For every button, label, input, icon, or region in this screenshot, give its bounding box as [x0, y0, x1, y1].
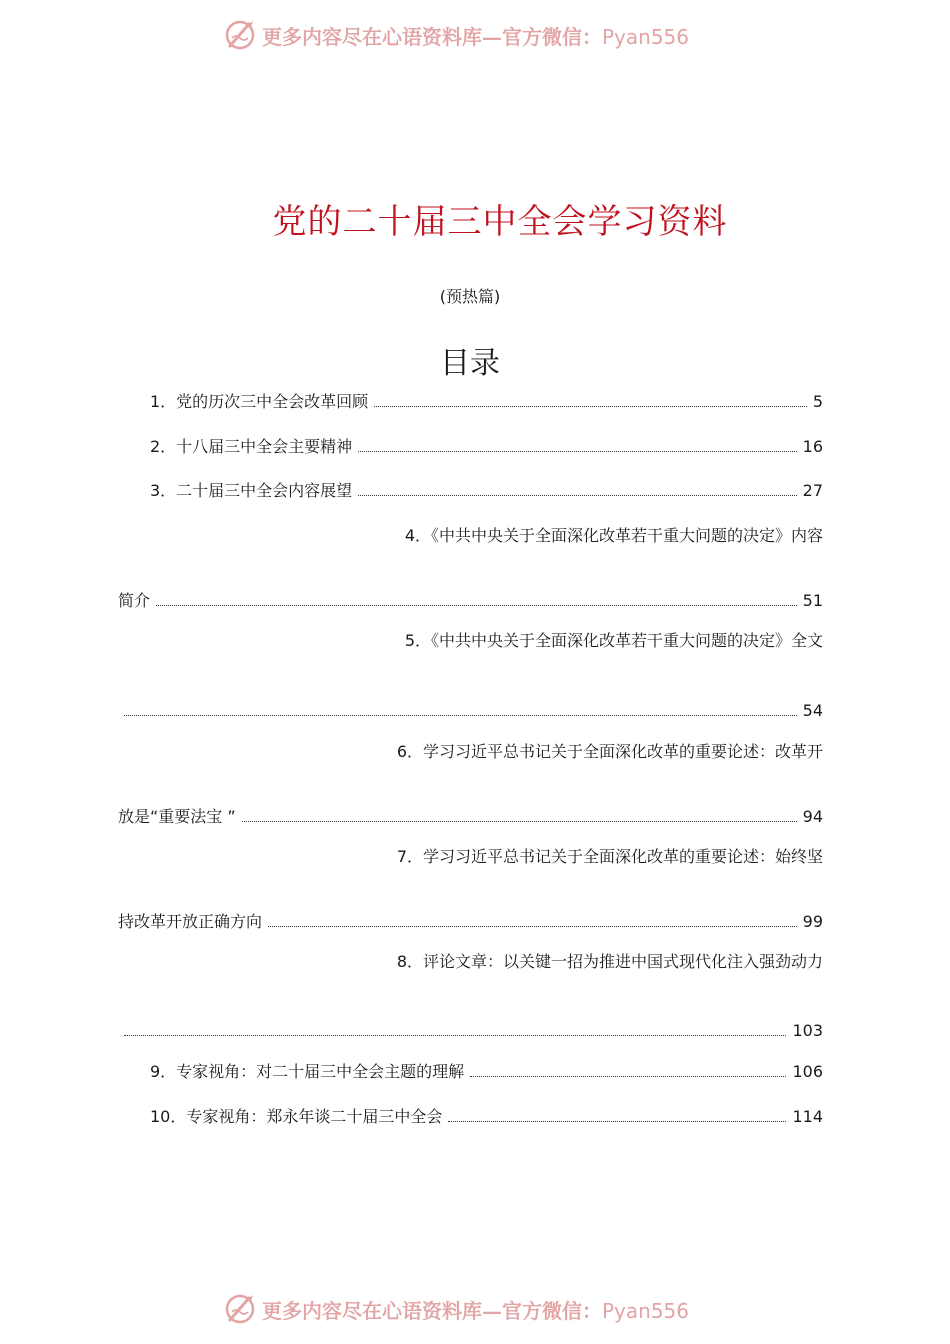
dot-leader — [268, 926, 797, 927]
toc-entry-page: 5 — [812, 392, 823, 411]
watermark-text: 更多内容尽在心语资料库—官方微信：Pyan556 — [262, 24, 690, 49]
dot-leader — [242, 821, 797, 822]
toc-entry-page: 27 — [802, 481, 823, 500]
toc-entry-label: 简介 — [118, 591, 151, 610]
toc-entry-first-line[interactable]: 5．《中共中央关于全面深化改革若干重大问题的决定》全文 — [404, 631, 823, 650]
dot-leader — [448, 1121, 786, 1122]
toc-entry-label: 10．专家视角：郑永年谈二十届三中全会 — [150, 1107, 443, 1126]
toc-entry-page: 16 — [802, 437, 823, 456]
toc-entry-page: 51 — [802, 591, 823, 610]
toc-heading: 目录 — [440, 346, 500, 381]
toc-entry-label: 1．党的历次三中全会改革回顾 — [150, 392, 369, 411]
toc-entry-first-line[interactable]: 7．学习习近平总书记关于全面深化改革的重要论述：始终坚 — [396, 847, 823, 866]
toc-entry[interactable] — [150, 480, 823, 502]
toc-entry[interactable] — [150, 436, 823, 458]
dot-leader — [358, 495, 796, 496]
toc-entry[interactable] — [118, 590, 823, 612]
toc-entry-first-line[interactable]: 4．《中共中央关于全面深化改革若干重大问题的决定》内容 — [404, 526, 823, 545]
toc-entry[interactable] — [118, 1020, 823, 1042]
watermark-account: Pyan556 — [602, 1298, 690, 1323]
toc-entry-page: 103 — [792, 1021, 823, 1040]
toc-entry-page: 54 — [802, 701, 823, 720]
toc-entry[interactable] — [118, 911, 823, 933]
toc-entry-label: 3．二十届三中全会内容展望 — [150, 481, 353, 500]
toc-entry[interactable] — [150, 1061, 823, 1083]
watermark-header — [222, 15, 689, 55]
dot-leader — [124, 1035, 786, 1036]
toc-entry-page: 114 — [792, 1107, 823, 1126]
dot-leader — [156, 605, 797, 606]
toc-entry[interactable] — [150, 391, 823, 413]
dot-leader — [124, 715, 797, 716]
document-subtitle: (预热篇) — [439, 287, 501, 306]
toc-entry-label: 持改革开放正确方向 — [118, 912, 263, 931]
watermark-account: Pyan556 — [602, 24, 690, 49]
dot-leader — [470, 1076, 786, 1077]
toc-entry-label: 2．十八届三中全会主要精神 — [150, 437, 353, 456]
document-title: 党的二十届三中全会学习资料 — [272, 202, 728, 242]
toc-entry-page: 99 — [802, 912, 823, 931]
toc-entry-label: 9．专家视角：对二十届三中全会主题的理解 — [150, 1062, 465, 1081]
toc-entry[interactable] — [150, 1106, 823, 1128]
toc-entry[interactable] — [118, 806, 823, 828]
dot-leader — [358, 451, 796, 452]
toc-entry-page: 94 — [802, 807, 823, 826]
watermark-text: 更多内容尽在心语资料库—官方微信：Pyan556 — [262, 1298, 690, 1323]
pen-seal-icon — [222, 17, 258, 53]
dot-leader — [374, 406, 807, 407]
pen-seal-icon — [222, 1291, 258, 1327]
toc-entry-first-line[interactable]: 6．学习习近平总书记关于全面深化改革的重要论述：改革开 — [396, 742, 823, 761]
toc-entry[interactable] — [118, 700, 823, 722]
toc-entry-page: 106 — [792, 1062, 823, 1081]
toc-entry-first-line[interactable]: 8．评论文章：以关键一招为推进中国式现代化注入强劲动力 — [396, 952, 823, 971]
watermark-footer — [222, 1289, 689, 1329]
toc-entry-label: 放是“重要法宝 ” — [118, 807, 236, 826]
